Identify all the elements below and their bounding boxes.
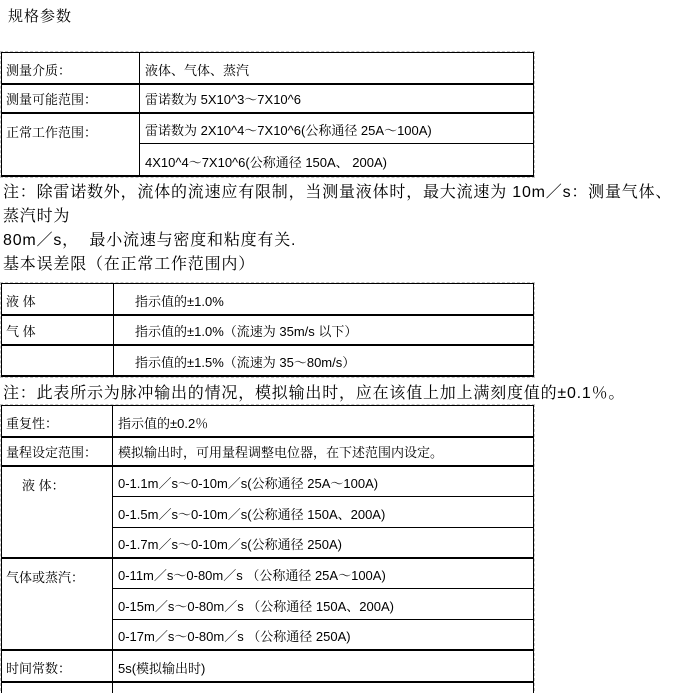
medium-value: 液体、气体、蒸汽 — [139, 53, 533, 83]
liquid-error-label: 液 体 — [6, 294, 36, 309]
repeatability-label: 重复性： — [6, 416, 59, 431]
liquid-error-value: 指示值的±1.0% — [113, 284, 533, 314]
extra-error-label — [2, 344, 113, 375]
normal-range-value-1: 雷诺数为 2X10^4～7X10^6(公称通径 25A～100A) — [139, 112, 533, 143]
error-limit-table — [1, 283, 534, 377]
measurement-spec-table — [1, 52, 534, 177]
range-setting-table — [1, 405, 534, 693]
cutoff-row-value — [112, 681, 533, 693]
range-setting-label: 量程设定范围： — [2, 436, 112, 465]
notes-block — [3, 181, 672, 277]
liquid-range-value-3: 0-1.7m／s～0-10m／s(公称通径 250A) — [112, 527, 533, 557]
possible-range-value: 雷诺数为 5X10^3～7X10^6 — [139, 83, 533, 112]
time-constant-value: 5s(模拟输出时) — [112, 649, 533, 681]
liquid-range-label: 液 体： — [2, 465, 112, 557]
page-title: 规格参数 — [8, 8, 73, 25]
time-constant-label: 时间常数： — [2, 649, 112, 681]
liquid-range-value-1: 0-1.1m／s～0-10m／s(公称通径 25A～100A) — [112, 465, 533, 496]
note-line-2: 蒸汽时为 — [3, 208, 71, 225]
repeatability-value: 指示值的±0.2％ — [112, 406, 533, 436]
normal-range-label: 正常工作范围： — [2, 112, 139, 175]
possible-range-label: 测量可能范围： — [2, 83, 139, 112]
gas-range-value-2: 0-15m／s～0-80m／s （公称通径 150A、200A) — [112, 588, 533, 619]
gas-error-label: 气 体 — [2, 314, 113, 344]
note-line-3: 80m／s， 最小流速与密度和粘度有关. — [3, 232, 297, 249]
gas-range-label: 气体或蒸汽： — [2, 557, 112, 649]
liquid-range-value-2: 0-1.5m／s～0-10m／s(公称通径 150A、200A) — [112, 496, 533, 527]
range-setting-value: 模拟输出时，可用量程调整电位器，在下述范围内设定。 — [112, 436, 533, 465]
normal-range-value-2: 4X10^4～7X10^6(公称通径 150A、 200A) — [139, 143, 533, 175]
extra-error-value: 指示值的±1.5%（流速为 35～80m/s） — [113, 344, 533, 375]
gas-error-value: 指示值的±1.0%（流速为 35m/s 以下） — [113, 314, 533, 344]
cutoff-row-label — [2, 681, 112, 693]
gas-range-value-1: 0-11m／s～0-80m／s （公称通径 25A～100A) — [112, 557, 533, 588]
note-line-1: 注：除雷诺数外，流体的流速应有限制，当测量液体时，最大流速为 10m／s：测量气体、 — [3, 184, 673, 201]
pulse-output-note: 注：此表所示为脉冲输出的情况，模拟输出时，应在该值上加上满刻度值的±0.1％。 — [3, 385, 626, 402]
error-section-heading: 基本误差限（在正常工作范围内） — [3, 256, 256, 273]
medium-label: 测量介质： — [6, 63, 72, 78]
gas-range-value-3: 0-17m／s～0-80m／s （公称通径 250A) — [112, 619, 533, 649]
